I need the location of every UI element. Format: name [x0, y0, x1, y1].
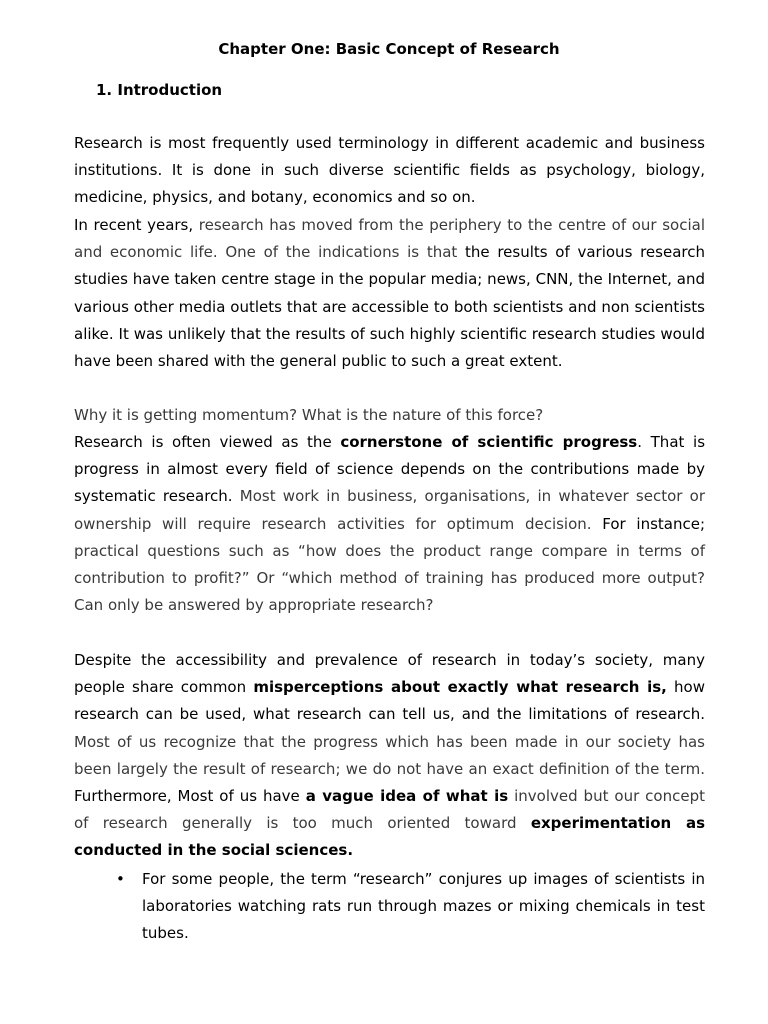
text-span: For instance;	[602, 514, 705, 533]
text-span: research has moved from the periphery to the centre of our social and economic life. One of the indications is that	[74, 216, 705, 262]
page-title: Chapter One: Basic Concept of Research	[218, 40, 560, 58]
bullet-icon: •	[116, 870, 125, 888]
text-span: how research can be used, what research can tell us, and the limitations of research.	[74, 678, 705, 724]
text-span: Most of us recognize that the progress which has been made in our society has been largely the result of research; we do not have an exact definition of the term.	[74, 732, 705, 778]
emphasis-text: a vague idea of what is	[305, 787, 509, 806]
text-span: In recent years,	[74, 216, 199, 234]
text-span: Furthermore, Most of us have	[74, 787, 306, 806]
paragraph-recent-years	[74, 212, 705, 375]
emphasis-text: cornerstone of scientific progress	[340, 433, 638, 451]
text-span: Most work in business, organisations, in whatever sector or ownership will require research activities for optimum decision.	[74, 487, 705, 533]
section-heading: 1. Introduction	[96, 81, 223, 99]
text-span: . That is progress in almost every field of science depends on the contributions made by systematic research.	[74, 433, 706, 506]
bullet-text: For some people, the term “research” conjures up images of scientists in laboratories watching rats run through mazes or mixing chemicals in test tubes.	[142, 870, 705, 943]
text-span: Despite the accessibility and prevalence of research in today’s society, many people share common	[74, 651, 705, 697]
text-span: practical questions such as “how does the product range compare in terms of contribution to profit?” Or “which method of training has produced more output? Can only be answered by appropriate research?	[74, 541, 705, 615]
emphasis-text: experimentation as conducted in the social sciences.	[74, 814, 705, 860]
text-span: involved but our concept of research generally is too much oriented toward	[74, 787, 705, 833]
text-span: the results of various research studies have taken centre stage in the popular media; news, CNN, the Internet, and various other media outlets that are accessible to both scientists and non scientists alike. It was unlikely that the results of such highly scientific research studies would have been shared with the general public to such a great extent.	[74, 243, 705, 371]
emphasis-text: misperceptions about exactly what research is,	[253, 678, 667, 697]
paragraph-intro: Research is most frequently used terminology in different academic and business institutions. It is done in such diverse scientific fields as psychology, biology, medicine, physics, and botany, economics and so on.	[74, 134, 705, 207]
text-span: Research is often viewed as the	[74, 433, 341, 451]
paragraph-cornerstone	[74, 429, 705, 619]
paragraph-question: Why it is getting momentum? What is the nature of this force?	[74, 406, 544, 424]
paragraph-misperceptions	[74, 647, 705, 865]
